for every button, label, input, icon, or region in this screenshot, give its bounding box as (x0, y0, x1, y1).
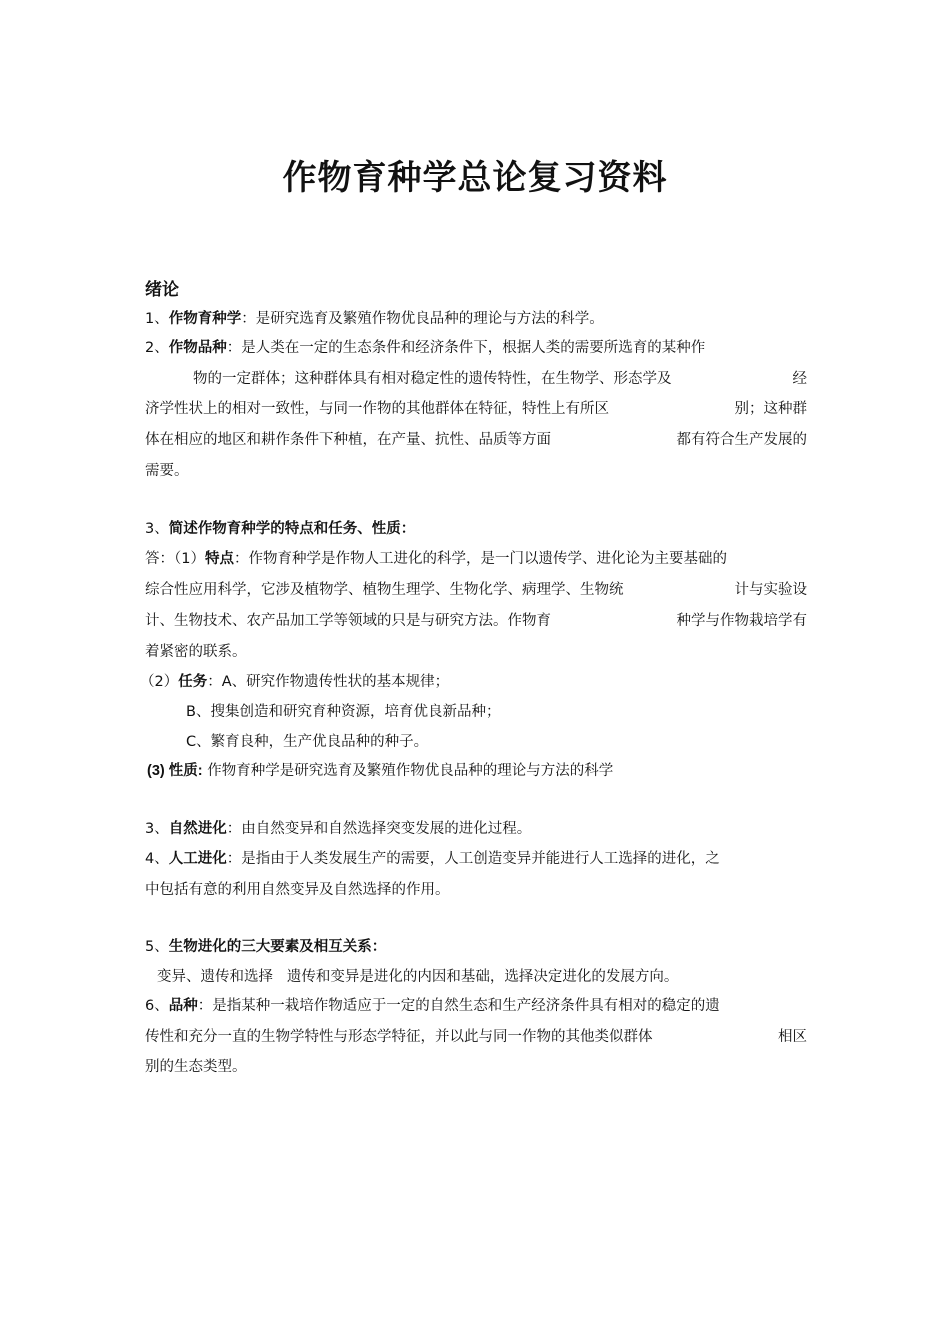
definition-text: 是人类在一定的生态条件和经济条件下，根据人类的需要所选育的某种作 (241, 340, 706, 356)
answer-text: ：作物育种学是作物人工进化的科学，是一门以遗传学、进化论为主要基础的 (233, 551, 727, 567)
text-segment: 相区 (778, 1029, 807, 1045)
term: 作物品种 (168, 340, 227, 356)
answer-task-b: B、搜集创造和研究育种资源，培育优良新品种； (186, 704, 501, 720)
text-segment: 综合性应用科学，它涉及植物学、植物生理学、生物化学、病理学、生物统 (145, 582, 624, 598)
text-segment: 经 (792, 371, 807, 387)
answer-task-c: C、繁育良种，生产优良品种的种子。 (186, 734, 429, 750)
answer-feature-line-2 (145, 580, 810, 600)
document-title: 作物育种学总论复习资料 (282, 158, 668, 198)
definition-natural-evolution (145, 819, 810, 839)
answer-feature-line-4: 着紧密的联系。 (145, 644, 247, 660)
item-number: 1、 (145, 311, 169, 327)
definition-text: 是研究选育及繁殖作物优良品种的理论与方法的科学。 (255, 311, 604, 327)
answer-text: ：A、研究作物遗传性状的基本规律； (207, 674, 450, 690)
question-text: 生物进化的三大要素及相互关系： (168, 939, 387, 955)
term: 人工进化 (168, 851, 227, 867)
separator: ： (226, 340, 242, 356)
definition-1 (145, 309, 810, 329)
definition-2 (145, 338, 810, 358)
answer-text: 作物育种学是研究选育及繁殖作物优良品种的理论与方法的科学 (202, 763, 614, 779)
answer-prefix: （2） (140, 674, 179, 690)
item-number: 3、 (145, 521, 169, 537)
definition-artificial-evolution (145, 849, 810, 869)
definition-2-line-4 (145, 430, 810, 450)
answer-prefix: 答：（1） (145, 551, 205, 567)
section-heading: 绪论 (145, 280, 179, 300)
definition-text: ：是指某种一栽培作物适应于一定的自然生态和生产经济条件具有相对的稳定的遗 (197, 998, 720, 1014)
text-segment: 种学与作物栽培学有 (676, 613, 807, 629)
term: 品种 (168, 998, 198, 1014)
question-5-title (145, 937, 810, 957)
question-text: 简述作物育种学的特点和任务、性质： (168, 521, 416, 537)
text-segment: 计、生物技术、农产品加工学等领域的只是与研究方法。作物育 (145, 613, 551, 629)
item-number: 2、 (145, 340, 169, 356)
item-number: 6、 (145, 998, 169, 1014)
term: (3) 性质: (147, 763, 203, 779)
definition-2-line-2 (193, 369, 807, 389)
question-5-answer: 变异、遗传和选择 遗传和变异是进化的内因和基础，选择决定进化的发展方向。 (157, 969, 679, 985)
item-number: 4、 (145, 851, 169, 867)
definition-artificial-evolution-line-2: 中包括有意的利用自然变异及自然选择的作用。 (145, 882, 450, 898)
text-segment: 体在相应的地区和耕作条件下种植，在产量、抗性、品质等方面 (145, 432, 551, 448)
item-number: 5、 (145, 939, 169, 955)
term: 自然进化 (168, 821, 227, 837)
term: 任务 (178, 674, 208, 690)
answer-nature (147, 761, 812, 781)
text-segment: 物的一定群体；这种群体具有相对稳定性的遗传特性，在生物学、形态学及 (193, 371, 672, 387)
text-segment: 都有符合生产发展的 (676, 432, 807, 448)
answer-task (140, 672, 805, 692)
answer-feature-line-3 (145, 611, 810, 631)
definition-2-line-5: 需要。 (145, 463, 189, 479)
text-segment: 传性和充分一直的生物学特性与形态学特征，并以此与同一作物的其他类似群体 (145, 1029, 653, 1045)
term: 特点 (204, 551, 234, 567)
term: 作物育种学 (168, 311, 242, 327)
question-3-title (145, 519, 810, 539)
definition-text: ：由自然变异和自然选择突变发展的进化过程。 (226, 821, 532, 837)
text-segment: 计与实验设 (734, 582, 807, 598)
definition-variety (145, 996, 810, 1016)
text-segment: 别；这种群 (734, 401, 807, 417)
definition-text: ：是指由于人类发展生产的需要，人工创造变异并能进行人工选择的进化，之 (226, 851, 720, 867)
text-segment: 济学性状上的相对一致性，与同一作物的其他群体在特征，特性上有所区 (145, 401, 609, 417)
definition-variety-line-3: 别的生态类型。 (145, 1059, 247, 1075)
answer-feature (145, 549, 810, 569)
definition-2-line-3 (145, 399, 810, 419)
definition-variety-line-2 (145, 1027, 810, 1047)
item-number: 3、 (145, 821, 169, 837)
separator: ： (241, 311, 256, 327)
